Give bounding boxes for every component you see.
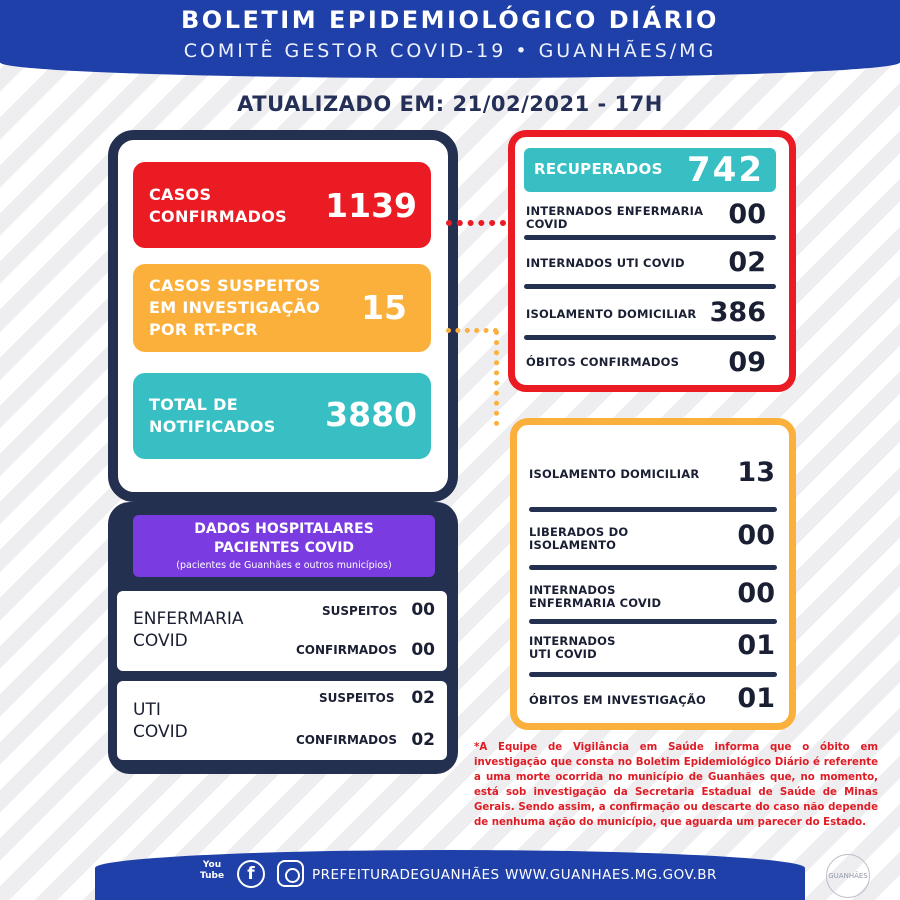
social-handle[interactable]: PREFEITURADEGUANHÃES [312,867,500,883]
enfermaria-confirmed-label: CONFIRMADOS [296,643,397,657]
row-divider [524,284,776,289]
enfermaria-name-line2: COVID [133,631,188,651]
row-divider [529,565,777,570]
uti-suspects-label: SUSPEITOS [319,691,395,705]
facebook-icon[interactable]: f [237,860,265,888]
recovered-box [524,148,776,192]
suspect-cases-card [133,264,431,352]
investigation-note: *A Equipe de Vigilância em Saúde informa que o óbito em investigação que consta no Boletim Epidemiológico Diário é referente a uma morte ocorrida no município de Guanhães que, no momento, está sob investigação da Secretaria Estadual de Saúde de Minas Gerais. Sendo assim, a confirmação ou descarte do caso não depende de nenhuma ação do município, que aguarda um parecer do Estado. [474,742,878,828]
row-label-line1: ISOLAMENTO DOMICILIAR [529,467,700,481]
suspects-value: 15 [361,288,407,327]
suspects-label-line3: POR RT-PCR [149,320,258,339]
suspect-row-isolation [529,457,775,491]
uti-name-line2: COVID [133,722,188,742]
suspects-label-line2: EM INVESTIGAÇÃO [149,298,321,317]
suspect-row-deaths [529,683,775,717]
row-value: 00 [737,520,775,551]
recovered-label: RECUPERADOS [534,160,663,178]
hospital-title-line2: PACIENTES COVID [213,540,355,556]
row-label-line1: INTERNADOS [529,634,616,648]
row-label-line1: INTERNADOS ENFERMARIA [526,204,704,218]
row-value: 386 [709,297,766,328]
row-value: 02 [728,247,766,278]
confirmed-row-enfermaria [526,201,766,235]
row-divider [529,507,777,512]
row-divider [524,335,776,340]
confirmed-connector [446,220,506,226]
suspects-connector-horizontal [446,328,498,333]
row-label-line2: ENFERMARIA COVID [529,596,662,610]
total-notified-card [133,373,431,459]
confirmed-row-uti [526,248,766,282]
suspects-label-line1: CASOS SUSPEITOS [149,276,321,295]
uti-name-line1: UTI [133,700,161,720]
row-label-line1: ÓBITOS EM INVESTIGAÇÃO [529,693,706,707]
confirmed-value: 1139 [325,186,417,225]
notified-label-line2: NOTIFICADOS [149,417,276,436]
hospital-subtitle: (pacientes de Guanhães e outros municípios) [176,560,392,571]
row-value: 09 [728,347,766,378]
website-link[interactable]: WWW.GUANHAES.MG.GOV.BR [505,867,717,883]
notified-value: 3880 [325,395,417,434]
row-label-line1: INTERNADOS UTI COVID [526,256,685,270]
enfermaria-suspects-value: 00 [411,600,435,620]
confirmed-label-line1: CASOS [149,185,212,204]
enfermaria-name-line1: ENFERMARIA [133,609,244,629]
row-value: 01 [737,683,775,714]
row-label-line1: INTERNADOS [529,583,616,597]
enfermaria-suspects-label: SUSPEITOS [322,604,398,618]
youtube-icon[interactable]: You Tube [199,860,225,881]
city-seal: GUANHÃES [826,854,870,898]
confirmed-row-deaths [526,346,766,380]
uti-suspects-value: 02 [411,688,435,708]
footer-banner [95,850,805,900]
suspect-row-uti [529,630,775,664]
row-value: 00 [728,199,766,230]
suspect-row-enfermaria [529,578,775,612]
confirmed-row-isolation [526,298,766,332]
header-banner [0,0,900,78]
confirmed-cases-card [133,162,431,248]
row-label-line2: UTI COVID [529,647,597,661]
bulletin-title: BOLETIM EPIDEMIOLÓGICO DIÁRIO [181,6,719,34]
row-value: 13 [737,457,775,488]
instagram-icon[interactable] [277,860,304,887]
uti-confirmed-value: 02 [411,730,435,750]
row-value: 01 [737,630,775,661]
confirmed-label-line2: CONFIRMADOS [149,207,287,226]
bulletin-subtitle: COMITÊ GESTOR COVID-19 • GUANHÃES/MG [183,40,717,62]
enfermaria-confirmed-value: 00 [411,640,435,660]
suspect-row-released [529,520,775,554]
updated-timestamp: ATUALIZADO EM: 21/02/2021 - 17H [237,92,663,116]
row-label-line1: LIBERADOS DO [529,525,629,539]
row-label-line1: ISOLAMENTO DOMICILIAR [526,307,697,321]
uti-confirmed-label: CONFIRMADOS [296,733,397,747]
hospital-title-line1: DADOS HOSPITALARES [194,521,374,537]
enfermaria-box [117,591,447,671]
uti-box [117,681,447,760]
row-label-line1: ÓBITOS CONFIRMADOS [526,355,680,369]
hospital-header [133,515,435,577]
row-label-line2: ISOLAMENTO [529,538,617,552]
row-value: 00 [737,578,775,609]
row-divider [529,672,777,677]
row-divider [529,619,777,624]
row-label-line2: COVID [526,217,568,231]
suspects-connector-vertical [494,330,499,426]
recovered-value: 742 [687,150,764,190]
notified-label-line1: TOTAL DE [149,395,238,414]
row-divider [524,235,776,240]
